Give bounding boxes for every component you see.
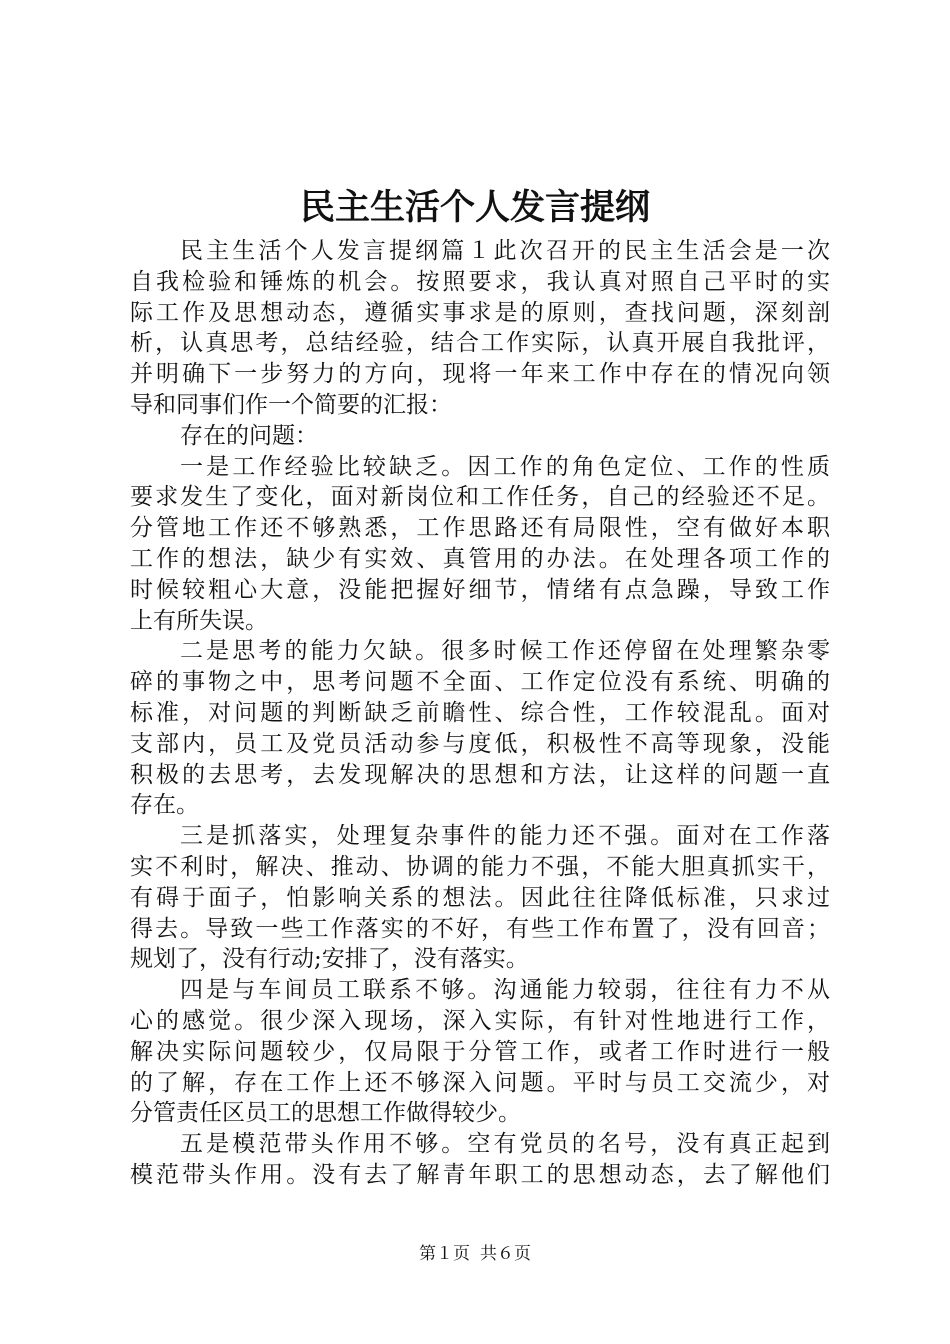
text-line: 上有所失误。	[130, 607, 268, 634]
text-line: 得去。导致一些工作落实的不好，有些工作布置了，没有回音；	[130, 915, 830, 942]
page-footer	[0, 1243, 950, 1265]
text-line: 标准，对问题的判断缺乏前瞻性、综合性，工作较混乱。面对	[130, 699, 830, 726]
text-line: 析，认真思考，总结经验，结合工作实际，认真开展自我批评，	[130, 330, 830, 357]
text-line: 分管责任区员工的思想工作做得较少。	[130, 1100, 521, 1127]
page-number-total: 共６页	[480, 1244, 531, 1264]
text-line: 分管地工作还不够熟悉，工作思路还有局限性，空有做好本职	[130, 515, 830, 542]
text-line: 实不利时，解决、推动、协调的能力不强，不能大胆真抓实干，	[130, 853, 830, 880]
text-line: 民主生活个人发言提纲篇１此次召开的民主生活会是一次	[180, 238, 830, 264]
text-line: 并明确下一步努力的方向，现将一年来工作中存在的情况向领	[130, 361, 830, 388]
text-line: 际工作及思想动态，遵循实事求是的原则，查找问题，深刻剖	[130, 299, 830, 326]
text-line: 五是模范带头作用不够。空有党员的名号，没有真正起到	[180, 1131, 830, 1158]
text-line: 二是思考的能力欠缺。很多时候工作还停留在处理繁杂零	[180, 638, 830, 665]
text-line: 一是工作经验比较缺乏。因工作的角色定位、工作的性质	[180, 453, 830, 480]
text-line: 支部内，员工及党员活动参与度低，积极性不高等现象，没能	[130, 730, 830, 757]
text-line: 自我检验和锤炼的机会。按照要求，我认真对照自己平时的实	[130, 268, 830, 295]
text-line: 有碍于面子，怕影响关系的想法。因此往往降低标准，只求过	[130, 884, 830, 911]
text-line: 存在。	[130, 792, 199, 819]
text-line: 导和同事们作一个简要的汇报：	[130, 391, 452, 418]
text-line: 模范带头作用。没有去了解青年职工的思想动态，去了解他们	[130, 1161, 830, 1188]
text-line: 要求发生了变化，面对新岗位和工作任务，自己的经验还不足。	[130, 484, 830, 511]
text-line: 三是抓落实，处理复杂事件的能力还不强。面对在工作落	[180, 823, 830, 850]
document-title: 民主生活个人发言提纲	[299, 187, 650, 228]
text-line: 四是与车间员工联系不够。沟通能力较弱，往往有力不从	[180, 977, 830, 1004]
text-line: 时候较粗心大意，没能把握好细节，情绪有点急躁，导致工作	[130, 576, 830, 603]
text-line: 碎的事物之中，思考问题不全面、工作定位没有系统、明确的	[130, 669, 830, 696]
text-line: 规划了，没有行动;安排了，没有落实。	[130, 946, 529, 973]
document-body	[130, 236, 830, 1191]
text-line: 心的感觉。很少深入现场，深入实际，有针对性地进行工作，	[130, 1007, 830, 1034]
text-line: 的了解，存在工作上还不够深入问题。平时与员工交流少，对	[130, 1069, 830, 1096]
text-line: 积极的去思考，去发现解决的思想和方法，让这样的问题一直	[130, 761, 830, 788]
page-number-current: 第１页	[419, 1244, 470, 1264]
text-line: 解决实际问题较少，仅局限于分管工作，或者工作时进行一般	[130, 1038, 830, 1065]
text-line: 工作的想法，缺少有实效、真管用的办法。在处理各项工作的	[130, 545, 830, 572]
text-line: 存在的问题：	[180, 422, 318, 449]
